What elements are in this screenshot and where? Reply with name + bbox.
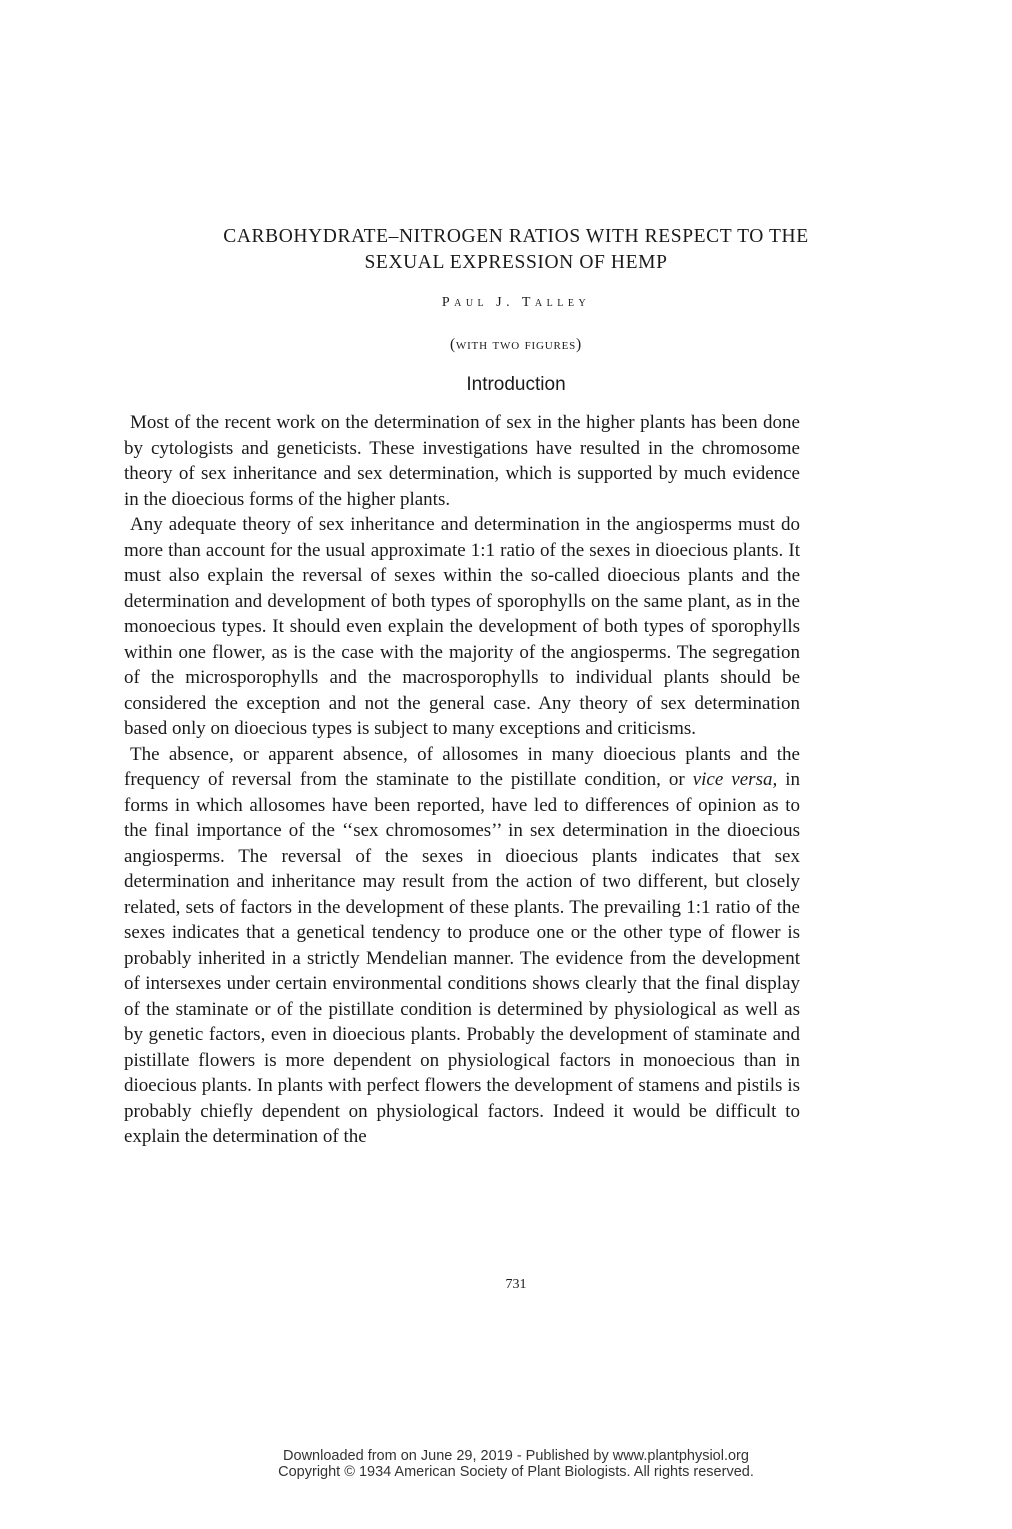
paragraph-3 (124, 742, 800, 1150)
title-line-2: SEXUAL EXPRESSION OF HEMP (364, 252, 668, 273)
author-name: Paul J. Talley (441, 295, 591, 310)
body-text (124, 410, 800, 1150)
footer-copyright-line: Copyright © 1934 American Society of Plant Biologists. All rights reserved. (278, 1464, 754, 1480)
paragraph-3-text-a: The absence, or apparent absence, of allosomes in many dioecious plants and the frequency of reversal from the staminate to the pistillate condition, or (124, 743, 800, 790)
page-number: 731 (505, 1277, 527, 1292)
title-line-1: CARBOHYDRATE–NITROGEN RATIOS WITH RESPECT TO THE (223, 226, 809, 247)
paragraph-1: Most of the recent work on the determination of sex in the higher plants has been done by cytologists and geneticists. These investigations have resulted in the chromosome theory of sex inheritance and sex determination, which is supported by much evidence in the dioecious forms of the higher plants. (124, 412, 800, 510)
download-footer (100, 1448, 932, 1480)
footer-download-line: Downloaded from on June 29, 2019 - Published by www.plantphysiol.org (283, 1448, 749, 1464)
paragraph-2: Any adequate theory of sex inheritance and determination in the angiosperms must do more than account for the usual approximate 1:1 ratio of the sexes in dioecious plants. It must also explain the reversal of sexes within the so-called dioecious plants and the determination and development of both types of sporophylls on the same plant, as in the monoecious types. It should even explain the development of both types of sporophylls within one flower, as is the case with the majority of the angiosperms. The segregation of the microsporophylls and the macrosporophylls to individual plants should be considered the exception and not the general case. Any theory of sex determination based only on dioecious types is subject to many exceptions and criticisms. (124, 514, 800, 739)
paragraph-3-text-b: in forms in which allosomes have been reported, have led to differences of opinion as to the final importance of the ‘‘sex chromosomes’’ in sex determination in the dioecious angiosperms. The reversal of the sexes in dioecious plants indicates that sex determination and inheritance may result from the action of two different, but closely related, sets of factors in the development of these plants. The prevailing 1:1 ratio of the sexes indicates that a genetical tendency to produce one or the other type of flower is probably inherited in a strictly Mendelian manner. The evidence from the development of intersexes under certain environmental conditions shows clearly that the final display of the staminate or of the pistillate condition is determined by physiological as well as by genetic factors, even in dioecious plants. Probably the development of staminate and pistillate flowers is more dependent on physiological factors in monoecious than in dioecious plants. In plants with perfect flowers the development of stamens and pistils is probably chiefly dependent on physiological factors. Indeed it would be difficult to explain the determination of the (124, 769, 801, 1147)
figures-note: (with two figures) (449, 336, 583, 353)
paragraph-3-italic: vice versa, (692, 769, 778, 790)
article-title (100, 224, 932, 276)
section-heading: Introduction (466, 374, 566, 395)
